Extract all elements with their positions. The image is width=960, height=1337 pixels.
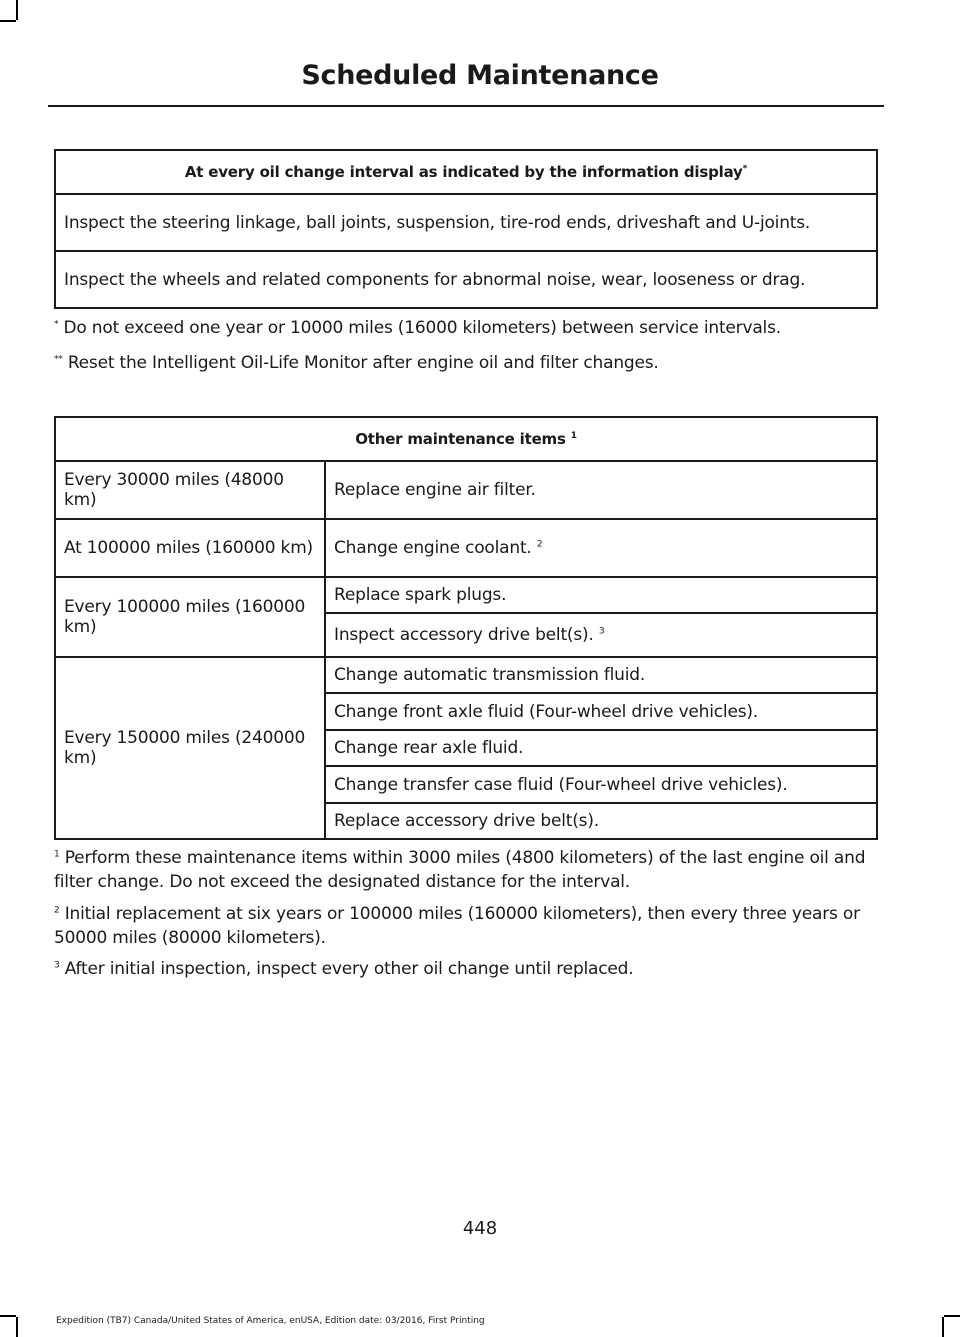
task-cell: Change transfer case fluid (Four-wheel drive vehicles). (325, 766, 877, 803)
table-row (55, 519, 877, 577)
footnote-double-asterisk: ** Reset the Intelligent Oil-Life Monitor after engine oil and filter changes. (54, 353, 659, 373)
task-cell: Change engine coolant. $^2$ (325, 519, 877, 577)
footnote-marker: 3 (598, 626, 605, 637)
footnote-marker: 1 (570, 431, 577, 441)
crop-mark-bottom-right (942, 1317, 944, 1337)
footnote-3: $^3$ After initial inspection, inspect every other oil change until replaced. (54, 959, 634, 979)
task-cell: Change rear axle fluid. (325, 730, 877, 766)
footnote-2: $^2$ Initial replacement at six years or 100000 miles (160000 kilometers), then every three years or 50000 miles (80000 kilometers). (54, 904, 860, 948)
crop-mark-top-left (16, 0, 18, 20)
title-divider (48, 105, 884, 107)
footnote-marker: 2 (536, 539, 543, 550)
table-cell: Inspect the steering linkage, ball joints, suspension, tire-rod ends, driveshaft and U-joints. (55, 194, 877, 251)
crop-mark-bottom-left (16, 1317, 18, 1337)
interval-cell: Every 30000 miles (48000 km) (55, 461, 325, 519)
interval-cell: At 100000 miles (160000 km) (55, 519, 325, 577)
other-maintenance-table-heading: Other maintenance items $^1$ (55, 417, 877, 461)
interval-cell: Every 150000 miles (240000 km) (55, 657, 325, 839)
crop-mark-bottom-right-h (944, 1315, 960, 1317)
task-cell: Replace spark plugs. (325, 577, 877, 613)
task-cell: Replace engine air filter. (325, 461, 877, 519)
task-cell: Change front axle fluid (Four-wheel drive vehicles). (325, 693, 877, 730)
page-number: 448 (462, 1218, 498, 1239)
table-row (55, 577, 877, 613)
crop-mark-top-left-h (0, 20, 16, 22)
table-cell: Inspect the wheels and related components for abnormal noise, wear, looseness or drag. (55, 251, 877, 308)
task-cell: Change automatic transmission fluid. (325, 657, 877, 693)
other-maintenance-items-table (54, 416, 878, 840)
footer-edition-info: Expedition (TB7) Canada/United States of America, enUSA, Edition date: 03/2016, First Printing (56, 1316, 485, 1326)
task-cell: Replace accessory drive belt(s). (325, 803, 877, 839)
interval-cell: Every 100000 miles (160000 km) (55, 577, 325, 657)
oil-change-interval-table (54, 149, 878, 309)
table-row (55, 461, 877, 519)
table-row (55, 194, 877, 251)
footnote-1: $^1$ Perform these maintenance items within 3000 miles (4800 kilometers) of the last engine oil and filter change. Do not exceed the designated distance for the interval. (54, 848, 866, 892)
table-row (55, 251, 877, 308)
page-title: Scheduled Maintenance (301, 60, 659, 91)
footnote-asterisk: * Do not exceed one year or 10000 miles (16000 kilometers) between service intervals. (54, 318, 781, 338)
crop-mark-bottom-left-h (0, 1315, 16, 1317)
footnote-marker: * (742, 164, 748, 174)
oil-change-table-heading: At every oil change interval as indicated by the information display* (55, 150, 877, 194)
task-cell: Inspect accessory drive belt(s). $^3$ (325, 613, 877, 657)
table-row (55, 657, 877, 693)
